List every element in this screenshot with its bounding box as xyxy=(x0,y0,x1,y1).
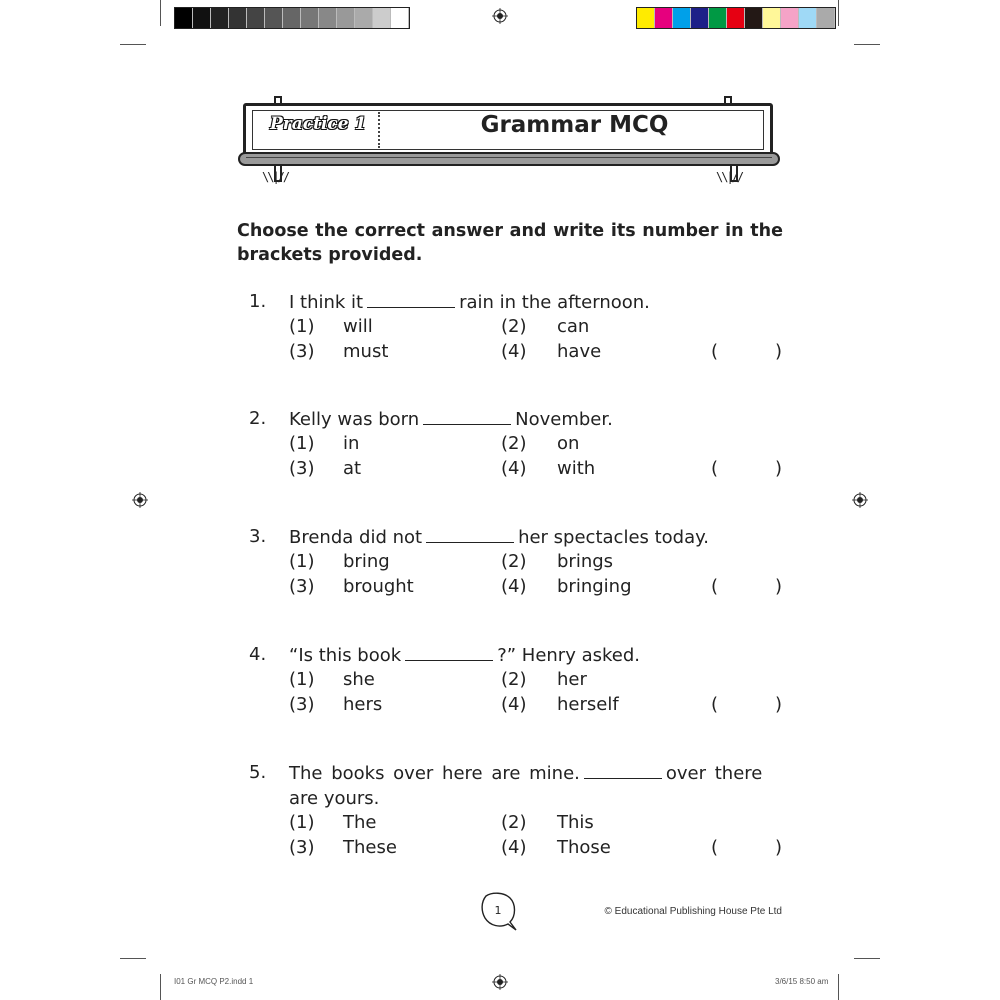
color-swatch xyxy=(211,8,229,28)
color-swatch xyxy=(709,8,727,28)
option-number: (4) xyxy=(501,837,527,858)
cmyk-color-bar xyxy=(636,7,836,29)
option-number: (3) xyxy=(289,694,315,715)
option-text: The xyxy=(343,812,377,833)
answer-bracket-close[interactable]: ) xyxy=(775,341,783,362)
question-text-before: Kelly was born xyxy=(289,409,420,430)
color-swatch xyxy=(337,8,355,28)
option-text: can xyxy=(557,316,590,337)
color-swatch xyxy=(301,8,319,28)
option-text: have xyxy=(557,341,602,362)
copyright-notice: © Educational Publishing House Pte Ltd xyxy=(604,906,782,917)
answer-bracket-open[interactable]: ( xyxy=(711,837,719,858)
registration-mark-icon xyxy=(492,8,508,24)
option-number: (3) xyxy=(289,576,315,597)
answer-bracket-close[interactable]: ) xyxy=(775,694,783,715)
color-swatch xyxy=(745,8,763,28)
color-swatch xyxy=(799,8,817,28)
option-text: Those xyxy=(557,837,611,858)
registration-mark-icon xyxy=(132,492,148,508)
option-number: (1) xyxy=(289,433,315,454)
color-swatch xyxy=(763,8,781,28)
color-swatch xyxy=(265,8,283,28)
slug-file-name: I01 Gr MCQ P2.indd 1 xyxy=(174,977,254,986)
answer-blank[interactable] xyxy=(423,408,511,425)
option-number: (4) xyxy=(501,576,527,597)
option-number: (1) xyxy=(289,669,315,690)
instructions: Choose the correct answer and write its number in the brackets provided. xyxy=(237,221,783,265)
practice-badge: Practice 1 xyxy=(270,114,367,134)
option-number: (3) xyxy=(289,458,315,479)
question-number: 2. xyxy=(249,408,267,429)
question-number: 5. xyxy=(249,762,267,783)
answer-blank[interactable] xyxy=(426,526,514,543)
question-text-after: rain in the afternoon. xyxy=(459,292,650,313)
answer-bracket-open[interactable]: ( xyxy=(711,458,719,479)
option-text: in xyxy=(343,433,360,454)
option-text: on xyxy=(557,433,580,454)
option-text: bringing xyxy=(557,576,632,597)
option-text: at xyxy=(343,458,362,479)
color-swatch xyxy=(193,8,211,28)
question-text-continued: are yours. xyxy=(289,788,380,809)
question-text-before: The books over here are mine. xyxy=(289,763,580,784)
color-swatch xyxy=(781,8,799,28)
color-swatch xyxy=(283,8,301,28)
slug-timestamp: 3/6/15 8:50 am xyxy=(775,977,829,986)
question-text-before: “Is this book xyxy=(289,645,402,666)
option-text: These xyxy=(343,837,397,858)
color-swatch xyxy=(175,8,193,28)
option-number: (1) xyxy=(289,316,315,337)
color-swatch xyxy=(727,8,745,28)
option-number: (2) xyxy=(501,316,527,337)
question-text-after: ?” Henry asked. xyxy=(497,645,640,666)
answer-bracket-close[interactable]: ) xyxy=(775,576,783,597)
option-text: brought xyxy=(343,576,414,597)
option-text: she xyxy=(343,669,375,690)
registration-mark-icon xyxy=(492,974,508,990)
color-swatch xyxy=(229,8,247,28)
question-stem xyxy=(289,762,762,786)
answer-bracket-close[interactable]: ) xyxy=(775,837,783,858)
question-stem xyxy=(289,291,650,315)
option-text: bring xyxy=(343,551,390,572)
header-sign xyxy=(243,103,773,157)
question-number: 4. xyxy=(249,644,267,665)
option-number: (2) xyxy=(501,669,527,690)
option-number: (3) xyxy=(289,837,315,858)
option-text: must xyxy=(343,341,389,362)
question-number: 3. xyxy=(249,526,267,547)
page-number: 1 xyxy=(494,904,502,917)
question-text-after: November. xyxy=(515,409,613,430)
option-number: (1) xyxy=(289,812,315,833)
question-text-before: I think it xyxy=(289,292,364,313)
answer-blank[interactable] xyxy=(367,291,455,308)
answer-bracket-open[interactable]: ( xyxy=(711,694,719,715)
page-title: Grammar MCQ xyxy=(480,112,669,138)
color-swatch xyxy=(391,8,409,28)
color-swatch xyxy=(817,8,835,28)
question-text-after: her spectacles today. xyxy=(518,527,709,548)
question-stem xyxy=(289,644,640,668)
question-stem xyxy=(289,526,709,550)
option-number: (4) xyxy=(501,694,527,715)
option-number: (2) xyxy=(501,812,527,833)
question-text-after: over there xyxy=(665,763,763,784)
grass-icon: \\|// xyxy=(262,170,289,184)
question-stem xyxy=(289,408,613,432)
question-number: 1. xyxy=(249,291,267,312)
color-swatch xyxy=(637,8,655,28)
option-text: This xyxy=(557,812,594,833)
answer-bracket-close[interactable]: ) xyxy=(775,458,783,479)
option-text: herself xyxy=(557,694,619,715)
color-swatch xyxy=(247,8,265,28)
option-number: (4) xyxy=(501,458,527,479)
grayscale-color-bar xyxy=(174,7,410,29)
option-text: her xyxy=(557,669,587,690)
option-text: hers xyxy=(343,694,383,715)
grass-icon: \\|// xyxy=(716,170,743,184)
sign-log xyxy=(238,152,780,166)
answer-blank[interactable] xyxy=(584,762,662,779)
color-swatch xyxy=(655,8,673,28)
color-swatch xyxy=(673,8,691,28)
option-number: (4) xyxy=(501,341,527,362)
color-swatch xyxy=(319,8,337,28)
answer-bracket-open[interactable]: ( xyxy=(711,576,719,597)
option-number: (1) xyxy=(289,551,315,572)
answer-blank[interactable] xyxy=(405,644,493,661)
option-text: brings xyxy=(557,551,614,572)
color-swatch xyxy=(691,8,709,28)
option-text: with xyxy=(557,458,596,479)
question-text-before: Brenda did not xyxy=(289,527,423,548)
color-swatch xyxy=(355,8,373,28)
option-number: (2) xyxy=(501,551,527,572)
option-text: will xyxy=(343,316,373,337)
option-number: (3) xyxy=(289,341,315,362)
color-swatch xyxy=(373,8,391,28)
option-number: (2) xyxy=(501,433,527,454)
registration-mark-icon xyxy=(852,492,868,508)
answer-bracket-open[interactable]: ( xyxy=(711,341,719,362)
